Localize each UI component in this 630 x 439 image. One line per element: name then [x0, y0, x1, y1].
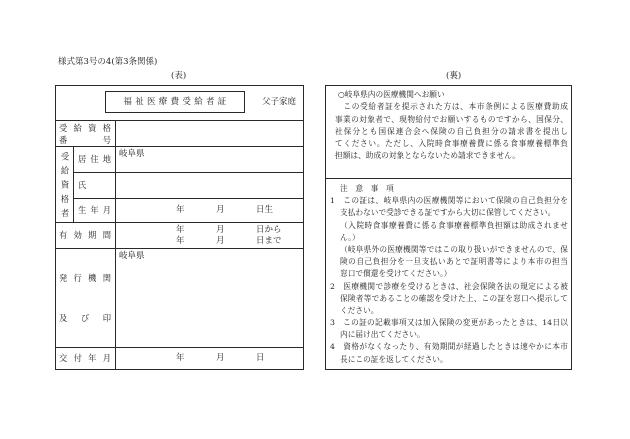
request-heading: ○岐阜県内の医療機関へお願い [338, 90, 445, 99]
request-line: 社保分とも国保連合会へ保険の自己負担分の請求書を提出し [335, 126, 568, 136]
row-divider [73, 198, 303, 199]
birth-day-unit: 日生 [256, 205, 274, 215]
name-label: 氏 [78, 180, 87, 190]
notes-line: 内に届け出てください。 [340, 330, 425, 340]
certificate-back-panel [325, 85, 572, 370]
section-divider [326, 178, 571, 179]
notes-section [330, 183, 568, 366]
recipient-number-label: 受 給 資 格 [59, 123, 111, 133]
issue-month-unit: 月 [216, 353, 225, 363]
certificate-title: 福 祉 医 療 費 受 給 者 証 [105, 91, 245, 113]
address-value: 岐阜県 [119, 149, 145, 159]
notes-heading: 注 意 事 項 [340, 184, 394, 193]
form-number: 様式第3号の4(第3条関係) [58, 57, 158, 67]
row-divider [56, 222, 303, 223]
notes-line: ん。） [340, 232, 360, 242]
notes-line: 1 この証は、岐阜県内の医療機関等において保険の自己負担分を [330, 196, 568, 206]
row-divider [56, 347, 303, 348]
validity-from-day-unit: 日から [256, 225, 282, 235]
validity-to-day-unit: 日まで [256, 236, 282, 246]
notes-line: （入院時食事療養費に係る食事療養標準負担額は助成されませ [340, 220, 568, 230]
front-side-label: (表) [171, 71, 187, 81]
column-divider [115, 120, 116, 369]
birth-month-unit: 月 [216, 205, 225, 215]
address-label: 居 住 地 [78, 154, 111, 164]
validity-to-month-unit: 月 [216, 236, 225, 246]
notes-line: ください。 [340, 305, 379, 315]
notes-line: 4 資格がなくなったり、有効期間が経過したときは速やかに本市 [330, 342, 568, 352]
issue-date-label: 交 付 年 月 [59, 353, 111, 363]
recipient-number-label: 番 号 [59, 135, 111, 145]
notes-line: 3 この証の記載事項又は加入保険の変更があったときは、14日以 [330, 318, 568, 328]
issue-year-unit: 年 [176, 353, 185, 363]
medical-institution-request [335, 89, 568, 163]
row-divider [56, 120, 303, 121]
household-type: 父子家庭 [262, 97, 297, 107]
validity-label: 有 効 期 間 [59, 230, 111, 240]
row-divider [73, 172, 303, 173]
request-line: てください。ただし、入院時食事療養費に係る食事療養標準負 [335, 139, 568, 149]
validity-from-month-unit: 月 [216, 225, 225, 235]
notes-line: （岐阜県外の医療機関等ではこの取り扱いができませんので、保 [340, 244, 568, 254]
request-line: この受給者証を提示された方は、本市条例による医療費助成 [335, 102, 568, 112]
notes-line: 長にこの証を返してください。 [340, 354, 448, 364]
seal-label: 及 び 印 [59, 313, 111, 323]
birth-date-label: 生年月 [78, 205, 111, 215]
notes-line: 2 医療機関で診療を受けるときは、社会保険各法の規定による被 [330, 281, 568, 291]
request-line: 担額は、助成の対象とならないため請求できません。 [335, 151, 520, 161]
recipient-group-label: 受給資格者 [60, 152, 70, 217]
row-divider [56, 248, 303, 249]
birth-year-unit: 年 [176, 205, 185, 215]
row-divider [56, 146, 303, 147]
request-line: 事業の対象者で、現物給付でお願いするものですから、国保分、 [335, 114, 568, 124]
notes-line: 支払わないで受診できる証ですから大切に保管してください。 [340, 208, 556, 218]
issue-day-unit: 日 [256, 353, 265, 363]
validity-from-year-unit: 年 [176, 225, 185, 235]
notes-line: 険の自己負担分を一旦支払いあとで証明書等により本市の担当 [340, 257, 568, 267]
issuer-label: 発 行 機 関 [59, 273, 111, 283]
back-side-label: (裏) [446, 71, 462, 81]
notes-line: 保険者等であることの確認を受けた上、この証を窓口へ提示して [340, 293, 568, 303]
validity-to-year-unit: 年 [176, 236, 185, 246]
certificate-front-panel [55, 85, 304, 370]
issuer-value: 岐阜県 [119, 251, 145, 261]
notes-line: 窓口で償還を受けてください。） [340, 269, 452, 279]
